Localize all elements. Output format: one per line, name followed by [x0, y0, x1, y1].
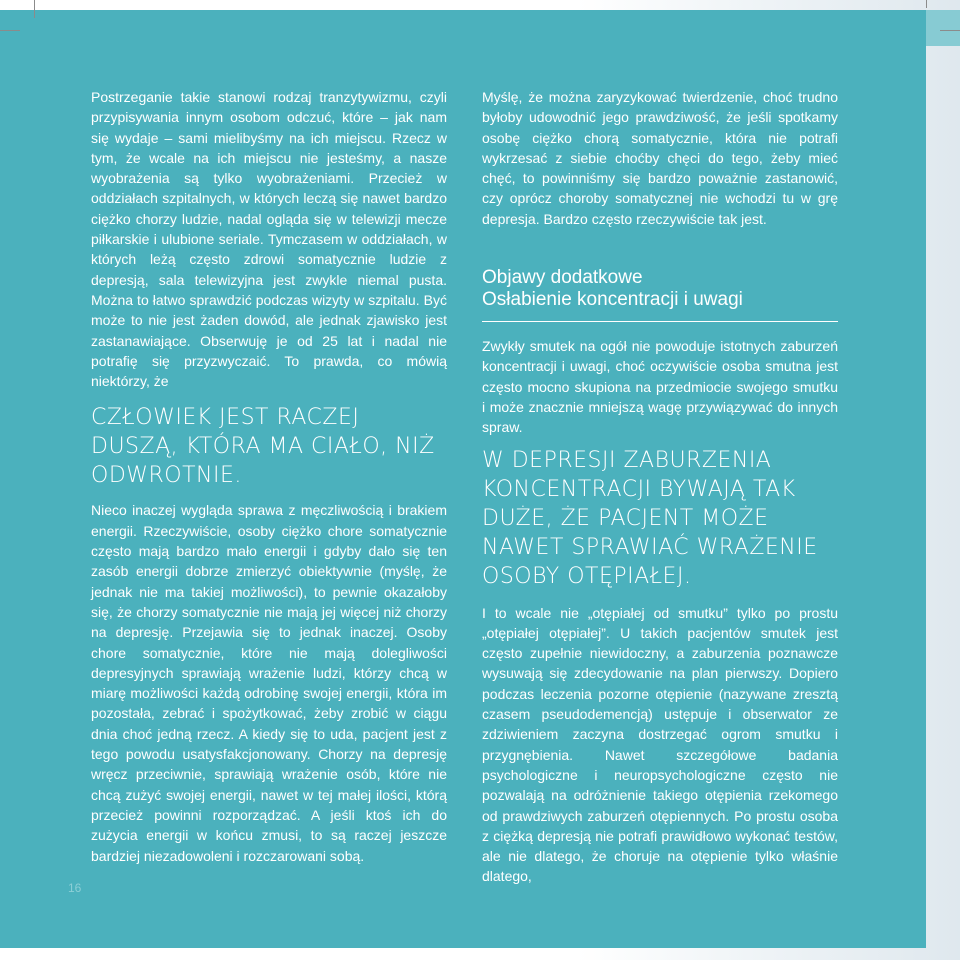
- left-pull-quote: CZŁOWIEK JEST RACZEJ DUSZĄ, KTÓRA MA CIAŁO, NIŻ ODWROTNIE.: [91, 405, 435, 489]
- corner-color-square: [926, 10, 960, 46]
- left-body-paragraph: Nieco inaczej wygląda sprawa z męczliwością i brakiem energii. Rzeczywiście, osoby ciężko chore somatycznie często mają bardzo mało energii i gdyby dało się ten zasób energii dobrze zmierzyć obiektywnie (myślę, że jednak nie ma takiej możliwości), to pewnie okazałoby się, że chorzy somatycznie nie mają jej więcej niż chorzy na depresję. Przejawia się to jednak inaczej. Osoby chore somatycznie, które nie mają dolegliwości depresyjnych sprawiają wrażenie ludzi, którzy chcą w miarę możliwości każdą odrobinę swojej energii, która im pozostała, zebrać i spożytkować, żeby zrobić w ciągu dnia choć jedną rzecz. A kiedy się to uda, pacjent jest z tego powodu usatysfakcjonowany. Chorzy na depresję wręcz przeciwnie, sprawiają wrażenie osób, które nie chcą zużyć swojej energii, nawet w tej małej ilości, którą przecież powinni rozporządzać. A jeśli ktoś ich do zużycia energii w końcu zmusi, to są raczej jeszcze bardziej niezadowoleni i rozczarowani sobą.: [91, 502, 447, 864]
- left-text-column: [91, 87, 447, 866]
- crop-mark-top-right-vertical: [926, 0, 927, 8]
- right-pull-quote: W DEPRESJI ZABURZENIA KONCENTRACJI BYWAJĄ TAK DUŻE, ŻE PACJENT MOŻE NAWET SPRAWIAĆ WRAŻENIE OSOBY OTĘPIAŁEJ.: [482, 447, 818, 589]
- crop-mark-top-right: [940, 30, 960, 31]
- crop-mark-top-left: [0, 30, 20, 31]
- right-text-column: [482, 87, 838, 887]
- crop-mark-top-left-vertical: [34, 0, 35, 18]
- heading-underline: [482, 321, 838, 322]
- page-number: 16: [68, 881, 82, 895]
- section-heading: [482, 267, 838, 322]
- right-intro-paragraph: Myślę, że można zaryzykować twierdzenie, choć trudno byłoby udowodnić jego prawdziwość, że jeśli spotkamy osobę ciężko chorą somatycznie, która nie potrafi wykrzesać z siebie choćby chęci do tego, żeby mieć chęć, to powinniśmy się bardzo poważnie zastanowić, czy oprócz choroby somatycznej nie wchodzi tu w grę depresja. Bardzo często rzeczywiście tak jest.: [482, 89, 838, 227]
- section-heading-subtitle: Osłabienie koncentracji i uwagi: [482, 289, 743, 311]
- left-intro-paragraph: Postrzeganie takie stanowi rodzaj tranzytywizmu, czyli przypisywania innym osobom odczuć, które – jak nam się wydaje – sami mielibyśmy na ich miejscu. Rzecz w tym, że wcale na ich miejscu nie jesteśmy, a nasze wyobrażenia są tylko wyobrażeniami. Przecież w oddziałach szpitalnych, w których leczą się nawet bardzo ciężko chorzy ludzie, nadal ogląda się w telewizji mecze piłkarskie i ulubione seriale. Tymczasem w oddziałach, w których leżą często zdrowi somatycznie ludzie z depresją, sala telewizyjna jest zwykle niemal pusta. Można to łatwo sprawdzić podczas wizyty w szpitalu. Być może to nie jest żaden dowód, ale jednak zjawisko jest zastanawiające. Obserwuję je od 25 lat i nadal nie potrafię się przyzwyczaić. To prawda, co mówią niektórzy, że: [91, 89, 447, 390]
- section-heading-title: Objawy dodatkowe: [482, 267, 643, 289]
- right-paragraph-2: I to wcale nie „otępiałej od smutku” tylko po prostu „otępiałej otępiałej”. U takich pacjentów smutek jest często zupełnie niewidoczny, a zaburzenia poznawcze wysuwają się zdecydowanie na plan pierwszy. Dopiero podczas leczenia pozorne otępienie (nazywane zresztą czasem pseudodemencją) ustępuje i obserwator ze zdziwieniem zaczyna dostrzegać ogrom smutku i przygnębienia. Nawet szczegółowe badania psychologiczne i neuropsychologiczne często nie pozwalają na odróżnienie takiego otępienia rzekomego od prawdziwych zaburzeń otępiennych. Po prostu osoba z ciężką depresją nie potrafi prawidłowo wykonać testów, ale nie dlatego, że choruje na otępienie tylko właśnie dlatego,: [482, 604, 838, 885]
- right-paragraph-1: Zwykły smutek na ogół nie powoduje istotnych zaburzeń koncentracji i uwagi, choć oczywiście osoba smutna jest często mocno skupiona na przedmiocie swojego smutku i może znacznie mniejszą wagę przywiązywać do innych spraw.: [482, 338, 838, 436]
